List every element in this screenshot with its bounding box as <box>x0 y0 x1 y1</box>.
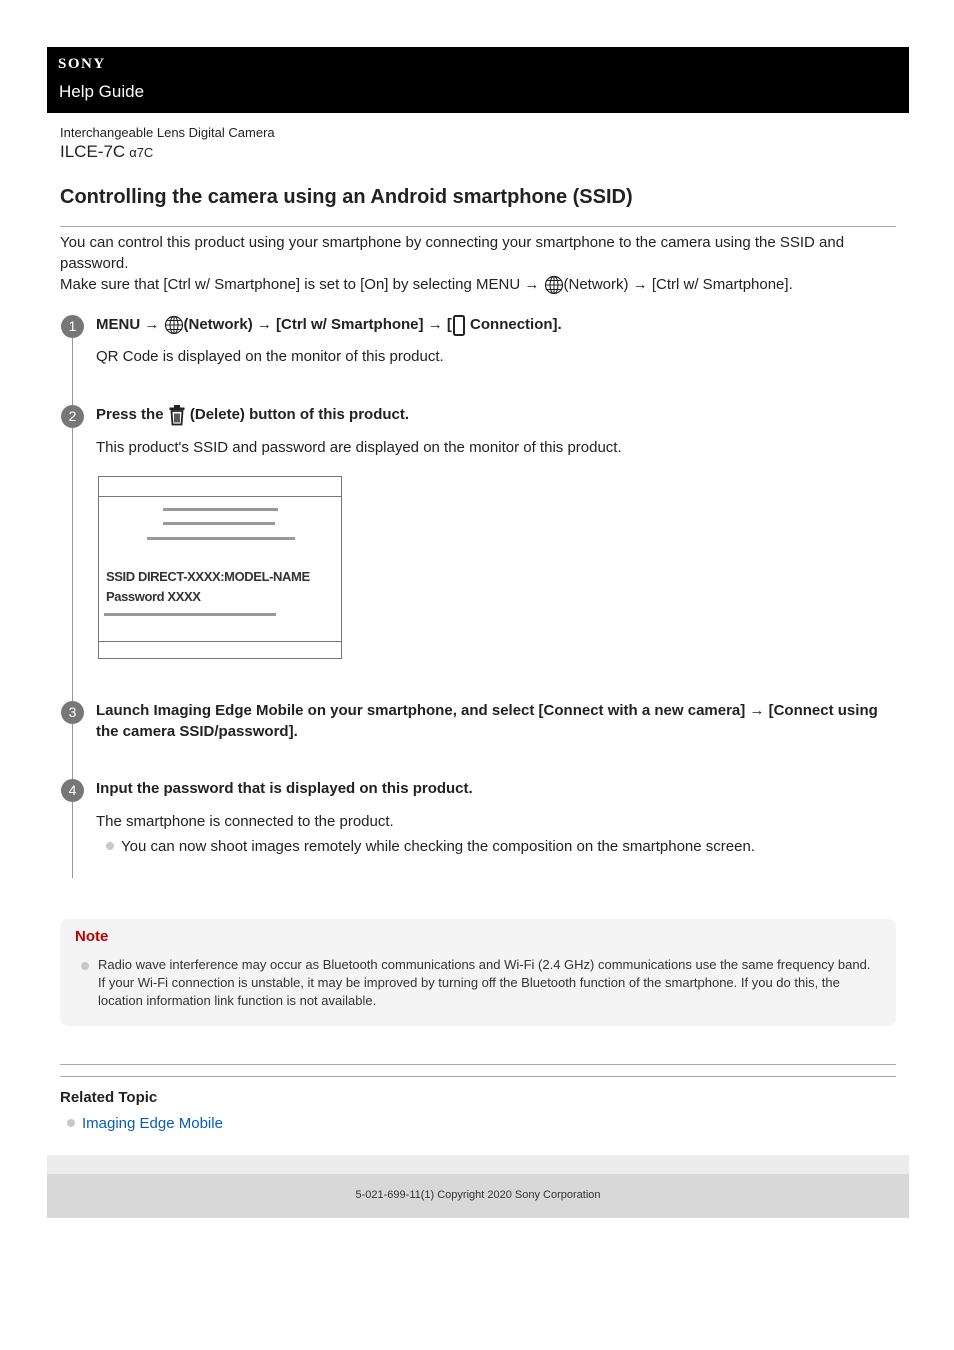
model-number: ILCE-7C <box>60 142 126 161</box>
step-1-text: QR Code is displayed on the monitor of this product. <box>96 348 444 365</box>
monitor-placeholder-line <box>147 537 295 540</box>
footer <box>47 1174 909 1218</box>
step-4-title: Input the password that is displayed on this product. <box>96 780 473 797</box>
intro-line-2-pre: Make sure that [Ctrl w/ Smartphone] is set to [On] by selecting MENU → <box>60 276 540 293</box>
monitor-bottom-bar <box>99 641 341 658</box>
related-topic-heading: Related Topic <box>60 1089 158 1106</box>
monitor-placeholder-line <box>163 522 275 525</box>
monitor-placeholder-line <box>104 613 276 616</box>
network-icon <box>164 315 184 335</box>
intro-line-2 <box>60 274 896 295</box>
step-number-1: 1 <box>61 315 84 338</box>
bullet-icon <box>81 962 89 970</box>
title-divider <box>60 226 896 227</box>
step-number-4: 4 <box>61 779 84 802</box>
step-4-bullet-text: You can now shoot images remotely while checking the composition on the smartphone screen. <box>121 838 755 855</box>
step-2-title <box>96 404 886 426</box>
sony-logo: SONY <box>58 56 106 72</box>
note-box <box>60 919 896 1026</box>
camera-monitor-illustration <box>98 476 342 659</box>
monitor-ssid-text: SSID DIRECT-XXXX:MODEL-NAME <box>106 569 310 584</box>
network-icon <box>544 275 564 295</box>
bullet-icon <box>67 1119 75 1127</box>
intro-line-2-post: (Network) → [Ctrl w/ Smartphone]. <box>563 276 793 293</box>
step-2-title-a: Press the <box>96 406 164 423</box>
step-2-title-b: (Delete) button of this product. <box>189 406 410 423</box>
step-1-title-a: MENU → <box>96 316 160 333</box>
step-3-title: Launch Imaging Edge Mobile on your smartphone, and select [Connect with a new camera] → [Connect using the camera SSID/password]. <box>96 702 878 740</box>
step-4-bullet-item <box>106 836 896 857</box>
page-title: Controlling the camera using an Android smartphone (SSID) <box>60 186 633 208</box>
divider <box>60 1076 896 1077</box>
product-model <box>60 142 153 162</box>
help-guide-title: Help Guide <box>59 82 145 101</box>
note-item <box>81 956 881 1010</box>
step-1-title <box>96 314 886 336</box>
step-number-2: 2 <box>61 405 84 428</box>
divider <box>60 1064 896 1065</box>
note-heading: Note <box>75 928 109 945</box>
model-alt-name: α7C <box>129 145 154 160</box>
step-1-title-b: (Network) → [Ctrl w/ Smartphone] → [ <box>183 316 452 333</box>
monitor-placeholder-line <box>163 508 278 511</box>
bullet-icon <box>106 842 114 850</box>
step-4-text: The smartphone is connected to the product. <box>96 813 394 830</box>
product-type: Interchangeable Lens Digital Camera <box>60 125 275 140</box>
imaging-edge-mobile-link[interactable]: Imaging Edge Mobile <box>82 1115 223 1132</box>
intro-line-1: You can control this product using your smartphone by connecting your smartphone to the camera using the SSID and password. <box>60 234 845 272</box>
header-bar <box>47 47 909 113</box>
smartphone-icon <box>452 315 466 336</box>
monitor-top-bar <box>99 477 341 497</box>
footer-top-strip <box>47 1155 909 1174</box>
note-text: Radio wave interference may occur as Bluetooth communications and Wi-Fi (2.4 GHz) communications use the same frequency band. If your Wi-Fi connection is unstable, it may be improved by turning off the Bluetooth function of the smartphone. If you do this, the location information link function is not available. <box>98 957 871 1008</box>
intro-text <box>60 232 896 295</box>
related-topic-item <box>67 1115 223 1132</box>
step-1-title-c: Connection]. <box>470 316 562 333</box>
step-2-text: This product's SSID and password are displayed on the monitor of this product. <box>96 439 622 456</box>
copyright-text: 5-021-699-11(1) Copyright 2020 Sony Corporation <box>355 1189 601 1201</box>
monitor-password-text: Password XXXX <box>106 589 201 604</box>
step-number-3: 3 <box>61 701 84 724</box>
trash-icon <box>168 404 186 426</box>
